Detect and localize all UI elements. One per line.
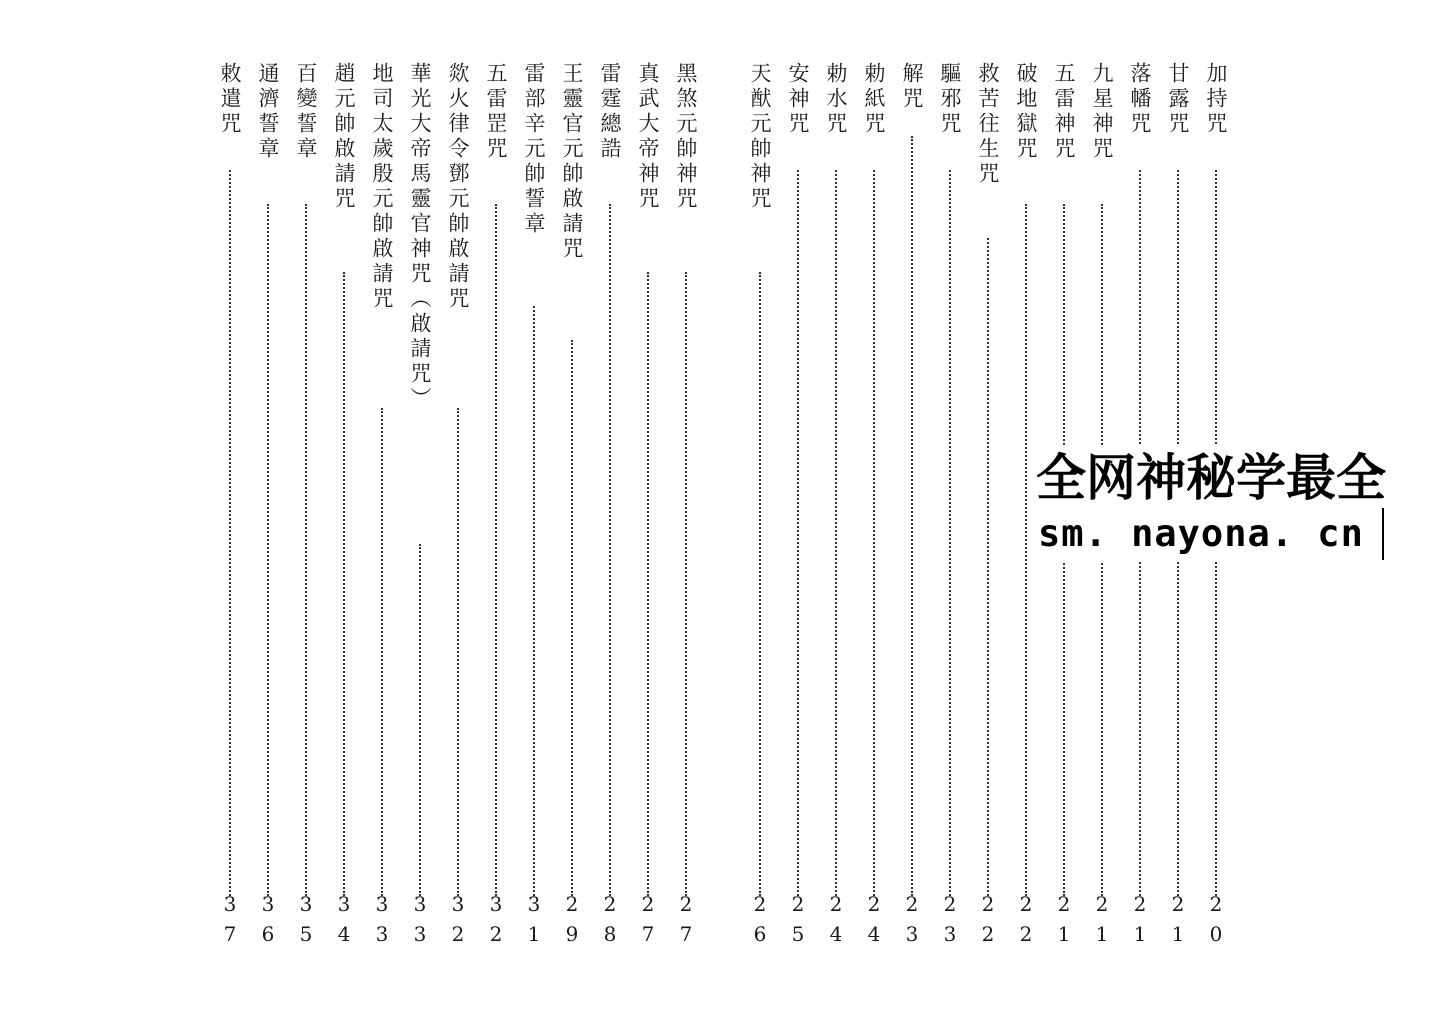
toc-entry-page-number: 33	[408, 892, 432, 952]
toc-entry-title: 解咒	[900, 62, 924, 112]
toc-entry-title: 落幡咒	[1128, 62, 1152, 137]
toc-entry	[291, 62, 321, 952]
toc-entry	[481, 62, 511, 952]
toc-entry-page-number: 34	[332, 892, 356, 952]
toc-entry-title: 甘露咒	[1166, 62, 1190, 137]
toc-entry-title: 黑煞元帥神咒	[674, 62, 698, 212]
toc-entry-title: 欻火律令鄧元帥啟請咒	[446, 62, 470, 312]
toc-entry-title: 勅水咒	[824, 62, 848, 137]
toc-entry-page-number: 32	[484, 892, 508, 952]
toc-entry-page-number: 33	[370, 892, 394, 952]
dotted-leader	[495, 204, 497, 896]
toc-entry-title: 勅紙咒	[862, 62, 886, 137]
toc-entry-title: 百變誓章	[294, 62, 318, 162]
toc-entry-title: 破地獄咒	[1014, 62, 1038, 162]
toc-entry-page-number: 24	[862, 892, 886, 952]
toc-entry	[595, 62, 625, 952]
toc-entry	[859, 62, 889, 952]
toc-entry-page-number: 22	[976, 892, 1000, 952]
toc-entry	[633, 62, 663, 952]
dotted-leader	[419, 544, 421, 896]
dotted-leader	[797, 170, 799, 896]
toc-entry-title: 王靈官元帥啟請咒	[560, 62, 584, 262]
dotted-leader	[987, 238, 989, 896]
dotted-leader	[911, 136, 913, 896]
toc-entry-title: 華光大帝馬靈官神咒（啟請咒）	[408, 62, 432, 412]
toc-entry-page-number: 21	[1166, 892, 1190, 952]
toc-entry	[745, 62, 775, 952]
toc-entry	[253, 62, 283, 952]
toc-entry	[329, 62, 359, 952]
dotted-leader	[571, 340, 573, 896]
toc-entry-title: 五雷神咒	[1052, 62, 1076, 162]
toc-entry-page-number: 25	[786, 892, 810, 952]
toc-entry-page-number: 32	[446, 892, 470, 952]
toc-entry-title: 雷霆總誥	[598, 62, 622, 162]
toc-entry-title: 五雷罡咒	[484, 62, 508, 162]
toc-entry-title: 天猷元帥神咒	[748, 62, 772, 212]
dotted-leader	[685, 272, 687, 896]
toc-entry	[405, 62, 435, 952]
toc-entry-title: 救苦往生咒	[976, 62, 1000, 187]
dotted-leader	[305, 204, 307, 896]
text-cursor	[1382, 508, 1384, 560]
toc-entry	[367, 62, 397, 952]
toc-entry	[897, 62, 927, 952]
toc-entry	[671, 62, 701, 952]
toc-entry-title: 通濟誓章	[256, 62, 280, 162]
dotted-leader	[949, 170, 951, 896]
toc-entry-page-number: 28	[598, 892, 622, 952]
toc-entry-page-number: 21	[1090, 892, 1114, 952]
toc-entry	[557, 62, 587, 952]
toc-entry-page-number: 23	[938, 892, 962, 952]
dotted-leader	[457, 408, 459, 896]
toc-entry-title: 地司太歲殷元帥啟請咒	[370, 62, 394, 312]
dotted-leader	[873, 170, 875, 896]
toc-entry	[215, 62, 245, 952]
toc-entry-page-number: 22	[1014, 892, 1038, 952]
toc-entry-page-number: 21	[1128, 892, 1152, 952]
toc-entry-page-number: 24	[824, 892, 848, 952]
watermark-banner	[1030, 446, 1440, 562]
dotted-leader	[267, 204, 269, 896]
toc-entry-page-number: 27	[636, 892, 660, 952]
toc-entry	[935, 62, 965, 952]
dotted-leader	[609, 204, 611, 896]
dotted-leader	[229, 170, 231, 896]
toc-entry-title: 安神咒	[786, 62, 810, 137]
toc-entry	[783, 62, 813, 952]
toc-entry	[973, 62, 1003, 952]
toc-entry-title: 敕遣咒	[218, 62, 242, 137]
toc-entry	[519, 62, 549, 952]
toc-entry-title: 雷部辛元帥誓章	[522, 62, 546, 237]
toc-entry-page-number: 36	[256, 892, 280, 952]
toc-entry-title: 加持咒	[1204, 62, 1228, 137]
toc-entry-page-number: 23	[900, 892, 924, 952]
toc-entry-page-number: 26	[748, 892, 772, 952]
toc-entry-page-number: 35	[294, 892, 318, 952]
toc-entry-title: 驅邪咒	[938, 62, 962, 137]
dotted-leader	[533, 306, 535, 896]
toc-entry-page-number: 27	[674, 892, 698, 952]
toc-entry-title: 九星神咒	[1090, 62, 1114, 162]
dotted-leader	[835, 170, 837, 896]
dotted-leader	[381, 408, 383, 896]
toc-entry-page-number: 21	[1052, 892, 1076, 952]
dotted-leader	[759, 272, 761, 896]
dotted-leader	[1025, 204, 1027, 896]
watermark-url: sm. nayona. cn	[1038, 512, 1364, 555]
toc-entry-page-number: 37	[218, 892, 242, 952]
watermark-title: 全网神秘学最全	[1036, 449, 1386, 507]
dotted-leader	[647, 272, 649, 896]
toc-entry	[443, 62, 473, 952]
toc-entry-page-number: 29	[560, 892, 584, 952]
toc-entry	[821, 62, 851, 952]
toc-entry-page-number: 31	[522, 892, 546, 952]
toc-entry-title: 趙元帥啟請咒	[332, 62, 356, 212]
toc-entry-page-number: 20	[1204, 892, 1228, 952]
dotted-leader	[343, 272, 345, 896]
toc-entry-title: 真武大帝神咒	[636, 62, 660, 212]
